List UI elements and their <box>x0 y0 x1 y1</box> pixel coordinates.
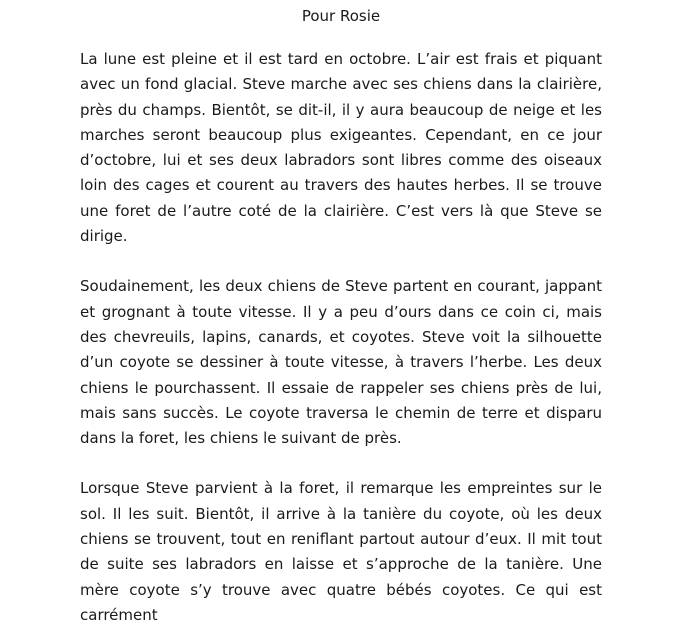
document-title: Pour Rosie <box>301 7 381 25</box>
paragraph-1: La lune est pleine et il est tard en octobre. L’air est frais et piquant avec un fond glacial. Steve marche avec ses chiens dans la clairière, près du champs. Bientôt, se dit-il, il y aura beaucoup de neige et les marches seront beaucoup plus exigeantes. Cependant, en ce jour d’octobre, lui et ses deux labradors sont libres comme des oiseaux loin des cages et courent au travers des hautes herbes. Il se trouve une foret de l’autre coté de la clairière. C’est vers là que Steve se dirige. <box>80 50 602 246</box>
paragraph-3: Lorsque Steve parvient à la foret, il remarque les empreintes sur le sol. Il les suit. Bientôt, il arrive à la tanière du coyote, où les deux chiens se trouvent, tout en reniflant partout autour d’eux. Il mit tout de suite ses labradors en laisse et s’approche de la tanière. Une mère coyote s’y trouve avec quatre bébés coyotes. Ce qui est carrément <box>80 479 602 624</box>
paragraph-2: Soudainement, les deux chiens de Steve partent en courant, jappant et grognant à toute vitesse. Il y a peu d’ours dans ce coin ci, mais des chevreuils, lapins, canards, et coyotes. Steve voit la silhouette d’un coyote se dessiner à toute vitesse, à travers l’herbe. Les deux chiens le pourchassent. Il essaie de rappeler ses chiens près de lui, mais sans succès. Le coyote traversa le chemin de terre et disparu dans la foret, les chiens le suivant de près. <box>80 277 602 448</box>
document-page <box>80 0 602 628</box>
